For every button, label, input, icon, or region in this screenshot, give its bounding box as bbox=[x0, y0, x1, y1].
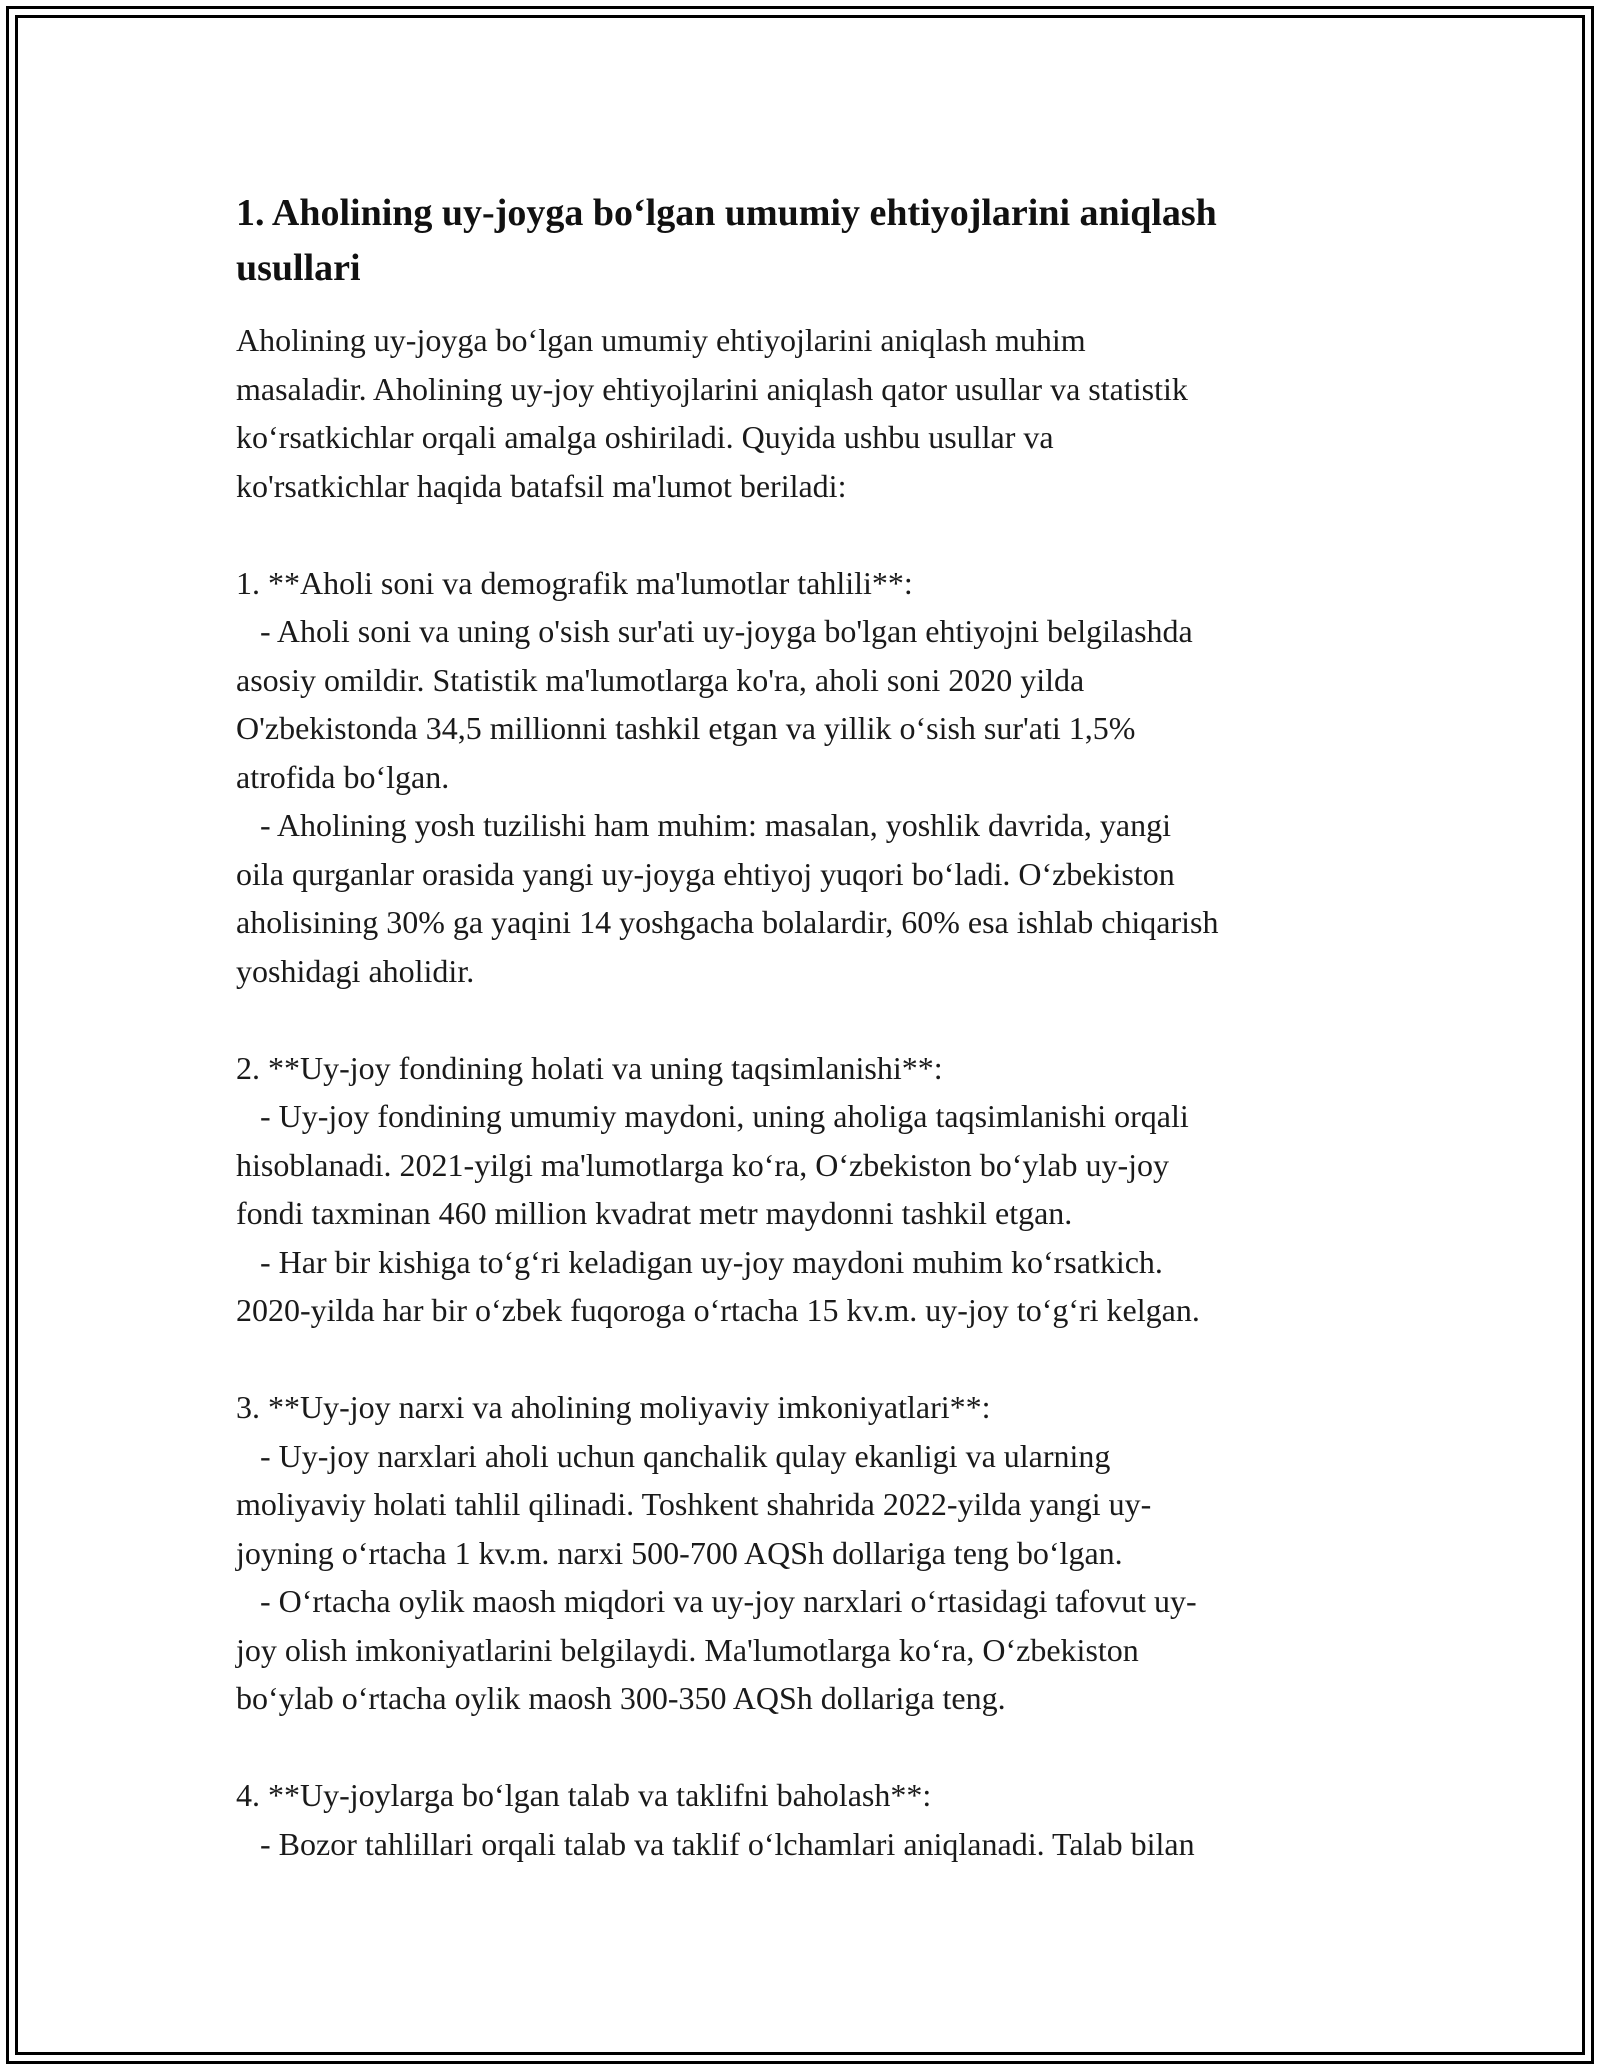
document-page bbox=[236, 186, 1376, 1868]
section-supply-demand bbox=[236, 1771, 1376, 1868]
text-line: hisoblanadi. 2021-yilgi ma'lumotlarga ko‘ra, O‘zbekiston bo‘ylab uy-joy bbox=[236, 1146, 1169, 1183]
text-line: fondi taxminan 460 million kvadrat metr maydonni tashkil etgan. bbox=[236, 1195, 1073, 1231]
section-heading: 1. **Aholi soni va demografik ma'lumotlar tahlili**: bbox=[236, 564, 913, 601]
text-line: - Har bir kishiga to‘g‘ri keladigan uy-joy maydoni muhim ko‘rsatkich. bbox=[236, 1243, 1163, 1280]
text-line: Aholining uy-joyga bo‘lgan umumiy ehtiyojlarini aniqlash muhim bbox=[236, 322, 1086, 358]
text-line: aholisining 30% ga yaqini 14 yoshgacha bolalardir, 60% esa ishlab chiqarish bbox=[236, 904, 1219, 940]
section-heading: 2. **Uy-joy fondining holati va uning taqsimlanishi**: bbox=[236, 1049, 943, 1086]
text-line: ko‘rsatkichlar orqali amalga oshiriladi. Quyida ushbu usullar va bbox=[236, 419, 1054, 455]
text-line: - Uy-joy narxlari aholi uchun qanchalik qulay ekanligi va ularning bbox=[236, 1437, 1111, 1474]
document-title bbox=[236, 186, 1376, 296]
text-line: - O‘rtacha oylik maosh miqdori va uy-joy narxlari o‘rtasidagi tafovut uy- bbox=[236, 1583, 1197, 1619]
section-heading: 4. **Uy-joylarga bo‘lgan talab va taklifni baholash**: bbox=[236, 1777, 932, 1813]
section-population bbox=[236, 559, 1376, 996]
section-housing-fund bbox=[236, 1044, 1376, 1335]
title-line: usullari bbox=[236, 247, 361, 289]
text-line: - Uy-joy fondining umumiy maydoni, uning aholiga taqsimlanishi orqali bbox=[236, 1098, 1189, 1134]
text-line: asosiy omildir. Statistik ma'lumotlarga ko'ra, aholi soni 2020 yilda bbox=[236, 661, 1085, 698]
text-line: - Aholining yosh tuzilishi ham muhim: masalan, yoshlik davrida, yangi bbox=[236, 807, 1172, 843]
text-line: masaladir. Aholining uy-joy ehtiyojlarini aniqlash qator usullar va statistik bbox=[236, 370, 1188, 407]
section-housing-price bbox=[236, 1383, 1376, 1723]
section-heading: 3. **Uy-joy narxi va aholining moliyaviy imkoniyatlari**: bbox=[236, 1389, 991, 1425]
text-line: yoshidagi aholidir. bbox=[236, 952, 475, 989]
text-line: bo‘ylab o‘rtacha oylik maosh 300-350 AQSh dollariga teng. bbox=[236, 1680, 1006, 1716]
text-line: - Bozor tahlillari orqali talab va taklif o‘lchamlari aniqlanadi. Talab bilan bbox=[236, 1825, 1195, 1862]
text-line: joyning o‘rtacha 1 kv.m. narxi 500-700 AQSh dollariga teng bo‘lgan. bbox=[236, 1534, 1123, 1571]
text-line: ko'rsatkichlar haqida batafsil ma'lumot beriladi: bbox=[236, 467, 847, 504]
intro-paragraph bbox=[236, 316, 1376, 510]
text-line: - Aholi soni va uning o'sish sur'ati uy-joyga bo'lgan ehtiyojni belgilashda bbox=[236, 613, 1193, 649]
text-line: 2020-yilda har bir o‘zbek fuqoroga o‘rtacha 15 kv.m. uy-joy to‘g‘ri kelgan. bbox=[236, 1292, 1200, 1328]
title-line: 1. Aholining uy-joyga bo‘lgan umumiy ehtiyojlarini aniqlash bbox=[236, 192, 1217, 234]
text-line: oila qurganlar orasida yangi uy-joyga ehtiyoj yuqori bo‘ladi. O‘zbekiston bbox=[236, 855, 1175, 892]
text-line: atrofida bo‘lgan. bbox=[236, 758, 450, 795]
text-line: joy olish imkoniyatlarini belgilaydi. Ma'lumotlarga ko‘ra, O‘zbekiston bbox=[236, 1631, 1139, 1668]
text-line: O'zbekistonda 34,5 millionni tashkil etgan va yillik o‘sish sur'ati 1,5% bbox=[236, 710, 1136, 746]
text-line: moliyaviy holati tahlil qilinadi. Toshkent shahrida 2022-yilda yangi uy- bbox=[236, 1486, 1152, 1522]
